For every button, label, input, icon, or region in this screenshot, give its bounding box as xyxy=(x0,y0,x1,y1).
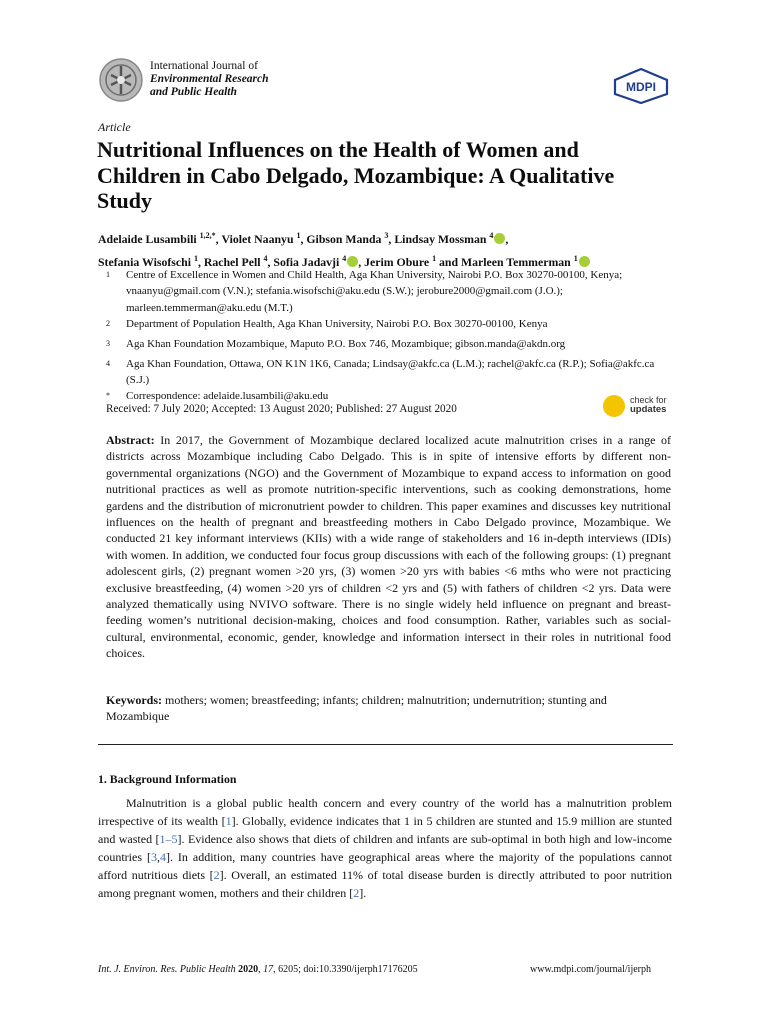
keywords-text: mothers; women; breastfeeding; infants; children; malnutrition; undernutrition; stunting and Mozambique xyxy=(106,693,607,724)
affiliation-item: * Correspondence: adelaide.lusambili@aku.edu xyxy=(106,390,329,403)
orcid-icon[interactable] xyxy=(579,256,590,267)
author-name: Stefania Wisofschi $^1$, xyxy=(98,253,204,269)
journal-logo xyxy=(98,57,144,103)
article-title: Nutritional Influences on the Health of Women and Children in Cabo Delgado, Mozambique: A Qualitative Study xyxy=(97,137,615,213)
author-name: Rachel Pell $^4$, xyxy=(203,253,274,269)
section-heading: 1. Background Information xyxy=(98,772,237,786)
check-for-updates-button[interactable]: check for updates xyxy=(600,393,680,421)
author-name: Gibson Manda $^3$, xyxy=(306,231,395,246)
affiliation-item: $^4$ Aga Khan Foundation, Ottawa, ON K1N 1K6, Canada; Lindsay@akfc.ca (L.M.); rachel@akfc.ca (R.P.); Sofia@akfc.ca (S.J.) xyxy=(106,357,655,387)
citation-link[interactable]: 3 xyxy=(150,849,157,864)
citation-link[interactable]: 1–5 xyxy=(159,831,178,846)
author-name: Adelaide Lusambili $^{1,2,*}$, xyxy=(98,231,222,246)
author-list xyxy=(98,226,688,272)
citation-link[interactable]: 2 xyxy=(353,885,360,900)
abstract xyxy=(106,432,671,662)
abstract-text: In 2017, the Government of Mozambique declared localized acute malnutrition crises in a range of districts across Mozambique including Cabo Delgado. This is in spite of intensive efforts by different non-governmental organizations (NGO) and the Government of Mozambique to expand access to information on good nutritional practices as well as promote nutrition-specific interventions, such as cooking demonstrations, home gardens and the distribution of micronutrient powder to children. This paper examines and discusses key nutritional influences on the health of pregnant and breastfeeding mothers in Cabo Delgado province, Mozambique. We conducted 21 key informant interviews (KIIs) with a wide range of stakeholders and 16 in-depth interviews (IDIs) with women. In addition, we conducted four focus group discussions with each of the following groups: (1) pregnant adolescent girls, (2) pregnant women >20 yrs, (3) women >20 yrs with babies <6 mths who were not practicing exclusive breastfeeding, (4) women >20 yrs of children <2 yrs and (5) with fathers of children <2 yrs. Data were analyzed thematically using NVIVO software. There is no single widely held influence on pregnant and breast-feeding women’s nutritional decision-making, choices and food consumption. Rather, variables such as social-cultural, environmental, economic, gender, knowledge and information intersect in their roles in nutritional food choices. xyxy=(106,433,671,661)
keywords-label: Keywords: xyxy=(106,693,162,707)
citation-link[interactable]: 4 xyxy=(159,849,166,864)
citation-link[interactable]: 2 xyxy=(213,867,220,882)
affiliation-item: $^1$ Centre of Excellence in Women and Child Health, Aga Khan University, Nairobi P.O. Box 30270-00100, Kenya; vnaanyu@gmail.com (V.N.); stefania.wisofschi@aku.edu (S.W.); jerobure2000@gmail.com (J.O.); marleen.temmerman@aku.edu (M.T.) xyxy=(106,269,623,314)
affiliations xyxy=(98,267,658,408)
divider xyxy=(98,744,673,745)
footer-journal-link[interactable]: www.mdpi.com/journal/ijerph xyxy=(530,964,651,975)
author-name: Lindsay Mossman $^4$ , xyxy=(394,231,509,246)
svg-text:MDPI: MDPI xyxy=(626,80,656,94)
author-name: Sofia Jadavji $^4$ , xyxy=(273,253,365,269)
affiliation-item: $^2$ Department of Population Health, Aga Khan University, Nairobi P.O. Box 30270-00100, Kenya xyxy=(106,317,548,330)
orcid-icon[interactable] xyxy=(494,233,505,244)
publication-dates: Received: 7 July 2020; Accepted: 13 August 2020; Published: 27 August 2020 xyxy=(106,403,457,415)
abstract-label: Abstract: xyxy=(106,433,155,447)
footer-citation: Int. J. Environ. Res. Public Health 2020, 17, 6205; doi:10.3390/ijerph17176205 xyxy=(98,964,418,975)
author-name: Jerim Obure $^1$ and xyxy=(364,253,461,269)
keywords xyxy=(106,692,671,725)
author-name: Violet Naanyu $^1$, xyxy=(221,231,307,246)
body-paragraph: Malnutrition is a global public health concern and every country of the world has a malnutrition problem irrespective of its wealth [1]. Globally, evidence indicates that 1 in 5 children are stunted and 15.9 million are stunted and wasted [1–5]. Evidence also shows that diets of children and infants are sub-optimal in both high and low-income countries [3,4]. In addition, many countries have geographical areas where the majority of the populations cannot afford nutritious diets [2]. Overall, an estimated 11% of total disease burden is directly attributed to poor nutrition among pregnant women, mothers and their children [2]. xyxy=(98,796,672,900)
orcid-icon[interactable] xyxy=(347,256,358,267)
author-name: Marleen Temmerman $^1$ xyxy=(461,255,590,269)
article-type: Article xyxy=(98,120,131,134)
mdpi-logo xyxy=(613,68,669,104)
journal-name: International Journal of Environmental Research and Public Health xyxy=(150,60,269,98)
citation-link[interactable]: 1 xyxy=(225,813,232,828)
check-updates-icon xyxy=(603,395,625,417)
affiliation-item: $^3$ Aga Khan Foundation Mozambique, Maputo P.O. Box 746, Mozambique; gibson.manda@akdn.org xyxy=(106,337,566,350)
